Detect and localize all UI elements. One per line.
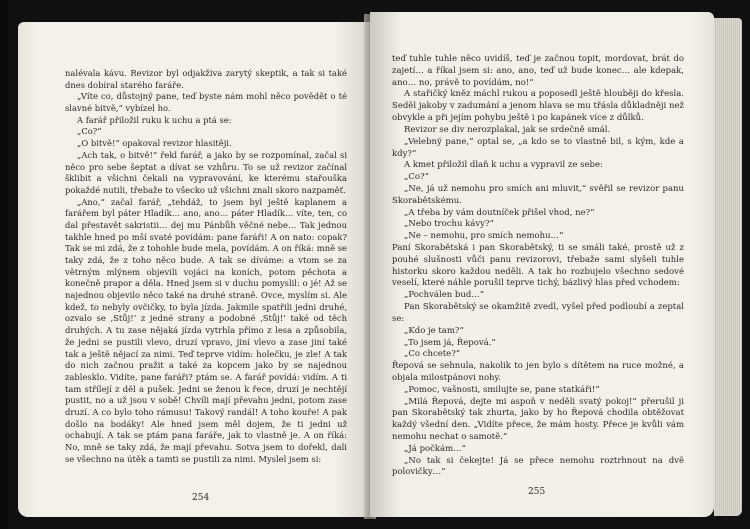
- paragraph: „To jsem já, Řepová.“: [404, 337, 496, 348]
- book-cover-edge: [0, 0, 8, 529]
- paragraph: „Já počkám…“: [404, 443, 467, 454]
- paragraph: Řepová se sehnula, nakolik to jen bylo s dítětem na ruce možné, a objala milostpánovi nohy.: [392, 361, 684, 383]
- paragraph: „Kdo je tam?“: [404, 325, 464, 336]
- paragraph: „Víte co, důstojný pane, teď byste nám mohl něco povědět o té slavné bitvě,“ vybízel ho.: [65, 91, 347, 114]
- paragraph: „Co?“: [77, 126, 102, 137]
- paragraph: „Ach tak, o bitvě!“ řekl farář, a jako by se rozpomínal, začal si něco pro sebe šeptat a dívat se vzhůru. To se už revizor začínal šklibit a všichni čekali na vypravování, ke kterému stařouška pokaždé nutili, třebaže to všecko už všichni znali skoro nazpaměť.: [65, 149, 347, 195]
- paragraph: Revizor se div nerozplakal, jak se srdečně smál.: [404, 124, 611, 135]
- paragraph: „Velebný pane,“ optal se, „a kdo se to vlastně bil, s kým, kde a kdy?“: [392, 136, 684, 159]
- paragraph: Paní Skorabětská i pan Skorabětský, ti se smáli také, prostě už z pouhé slušnosti vůči panu revizorovi, třebaže sami slyšeli tuhle historku skoro každou neděli. A tak ho rozbujelo všechno sedové veselí, které náhle porušil teprve tichý, bázlivý hlas před vchodem:: [392, 243, 684, 289]
- right-page: [370, 12, 714, 517]
- paragraph: „Pomoc, vašnosti, smilujte se, pane statkáři!“: [404, 384, 600, 395]
- paragraph: „Milá Řepová, dejte mi aspoň v neděli svatý pokoj!“ přerušil ji pan Skorabětský tak zhurta, jako by ho Řepová chodila obtěžovat každý všední den. „Vidíte přece, že mám hosty. Přece je kvůli vám nemohu nechat o samotě.“: [392, 396, 684, 442]
- paragraph: „A třeba by vám doutníček přišel vhod, ne?“: [404, 207, 595, 218]
- right-page-number: 255: [528, 487, 546, 497]
- paragraph: „Ano,“ začal farář, „tehdáž, to jsem byl ještě kaplanem a farářem byl páter Hladík… ano, ano… páter Hladík… víte, ten, co dal přestavět sakristii… dej mu Pánbůh věčné nebe… Tak jednou takhle hned po mší svaté povídám: pane faráři! A on nato: copak? Tak se mi zdá, že z tohohle bude mela, povídám. A on říká: mně se taky zdá, že z toho něco bude. A tak se díváme: a vtom se za větrným mlýnem objevili vojáci na koních, potom pěchota a konečně prapor a děla. Hned jsem si v duchu pomyslil: o jé! Až se najednou objevilo něco také na druhé straně. Ovce, myslím si. Ale kdež, to nebyly ovčičky, to byla jízda. Jakmile spatřili jedni druhé, ozvalo se ‚Stůj!‘ z jedné strany a podobné ‚Stůj!‘ také od těch druhých. A tu zase nějaká jízda vytrhla přímo z lesa a způsobila, že jedni se pustili vlevo, druzí vpravo, jiní vlevo a zase jiní také tak a ještě nějací za nimi. Teď teprve vidím: holečku, je zle! A tak do nich začnou pražit a také za kopcem jako by se najednou zablesklo. Vidíte, pane faráři? ptám se. A farář povídá: vidím. A ti tam střílejí z děl a pušek. Jedni se ženou k řece, druzí je nechtějí pustit, no a už jsou v sobě! Chvíli mají převahu jedni, potom zase druzí. A co bylo toho rámusu! Takový randál! A toho kouře! A pak došlo na bodáky! Ale hned jsem měl dojem, že ti jedni už ochabují. A tak se ptám pana faráře, jak to vlastně je. A on říká: No, mně se taky zdá, že mají převahu. Sotva jsem to dořekl, dali se všechno na útěk a tamti se pustili za nimi. Myslel jsem si:: [65, 196, 347, 464]
- paragraph: „Nebo trochu kávy?“: [404, 219, 494, 230]
- paragraph: „Ne, já už nemohu pro smích ani mluvit,“ svěřil se revizor panu Skorabětskému.: [392, 183, 684, 206]
- paragraph: „Ne – nemohu, pro smích nemohu…“: [404, 231, 564, 242]
- paragraph: A farář přiložil ruku k uchu a ptá se:: [77, 114, 232, 125]
- paragraph: Pan Skorabětský se okamžitě zvedl, vyšel před podloubí a zeptal se:: [392, 302, 684, 324]
- paragraph: „No tak si čekejte! Já se přece nemohu roztrhnout na dvě polovičky…“: [392, 455, 684, 478]
- page-edges: [714, 18, 742, 516]
- left-page-number: 254: [192, 493, 210, 503]
- right-page-text: [392, 54, 684, 479]
- paragraph: „Co chcete?“: [404, 349, 461, 360]
- paragraph: „Pochválen bud…“: [404, 290, 485, 301]
- paragraph: „Co?“: [404, 172, 429, 183]
- paragraph: teď tuhle tuhle něco uvidíš, teď je začnou topit, mordovat, brát do zajetí… a říkal jsem si: ano, ano, teď už bude konec… ale kdepak, ano… no, právě to povídám, no!“: [392, 54, 684, 88]
- paragraph: A kmet přiložil dlaň k uchu a vypravil ze sebe:: [404, 160, 603, 171]
- paragraph: nalévala kávu. Revizor byl odjakživa zarytý skeptik, a tak si také dnes dobíral starého faráře.: [65, 68, 347, 90]
- left-page: [18, 22, 370, 517]
- paragraph: A stařičký kněz máchl rukou a poposedl ještě hlouběji do křesla. Seděl jakoby v zadumání a jenom hlava se mu třásla důkladněji než obvykle a při jejím pohybu ještě i po kapánek více z důlků.: [392, 89, 684, 124]
- left-page-text: [65, 68, 347, 465]
- paragraph: „O bitvě!“ opakoval revizor hlasitěji.: [77, 138, 232, 149]
